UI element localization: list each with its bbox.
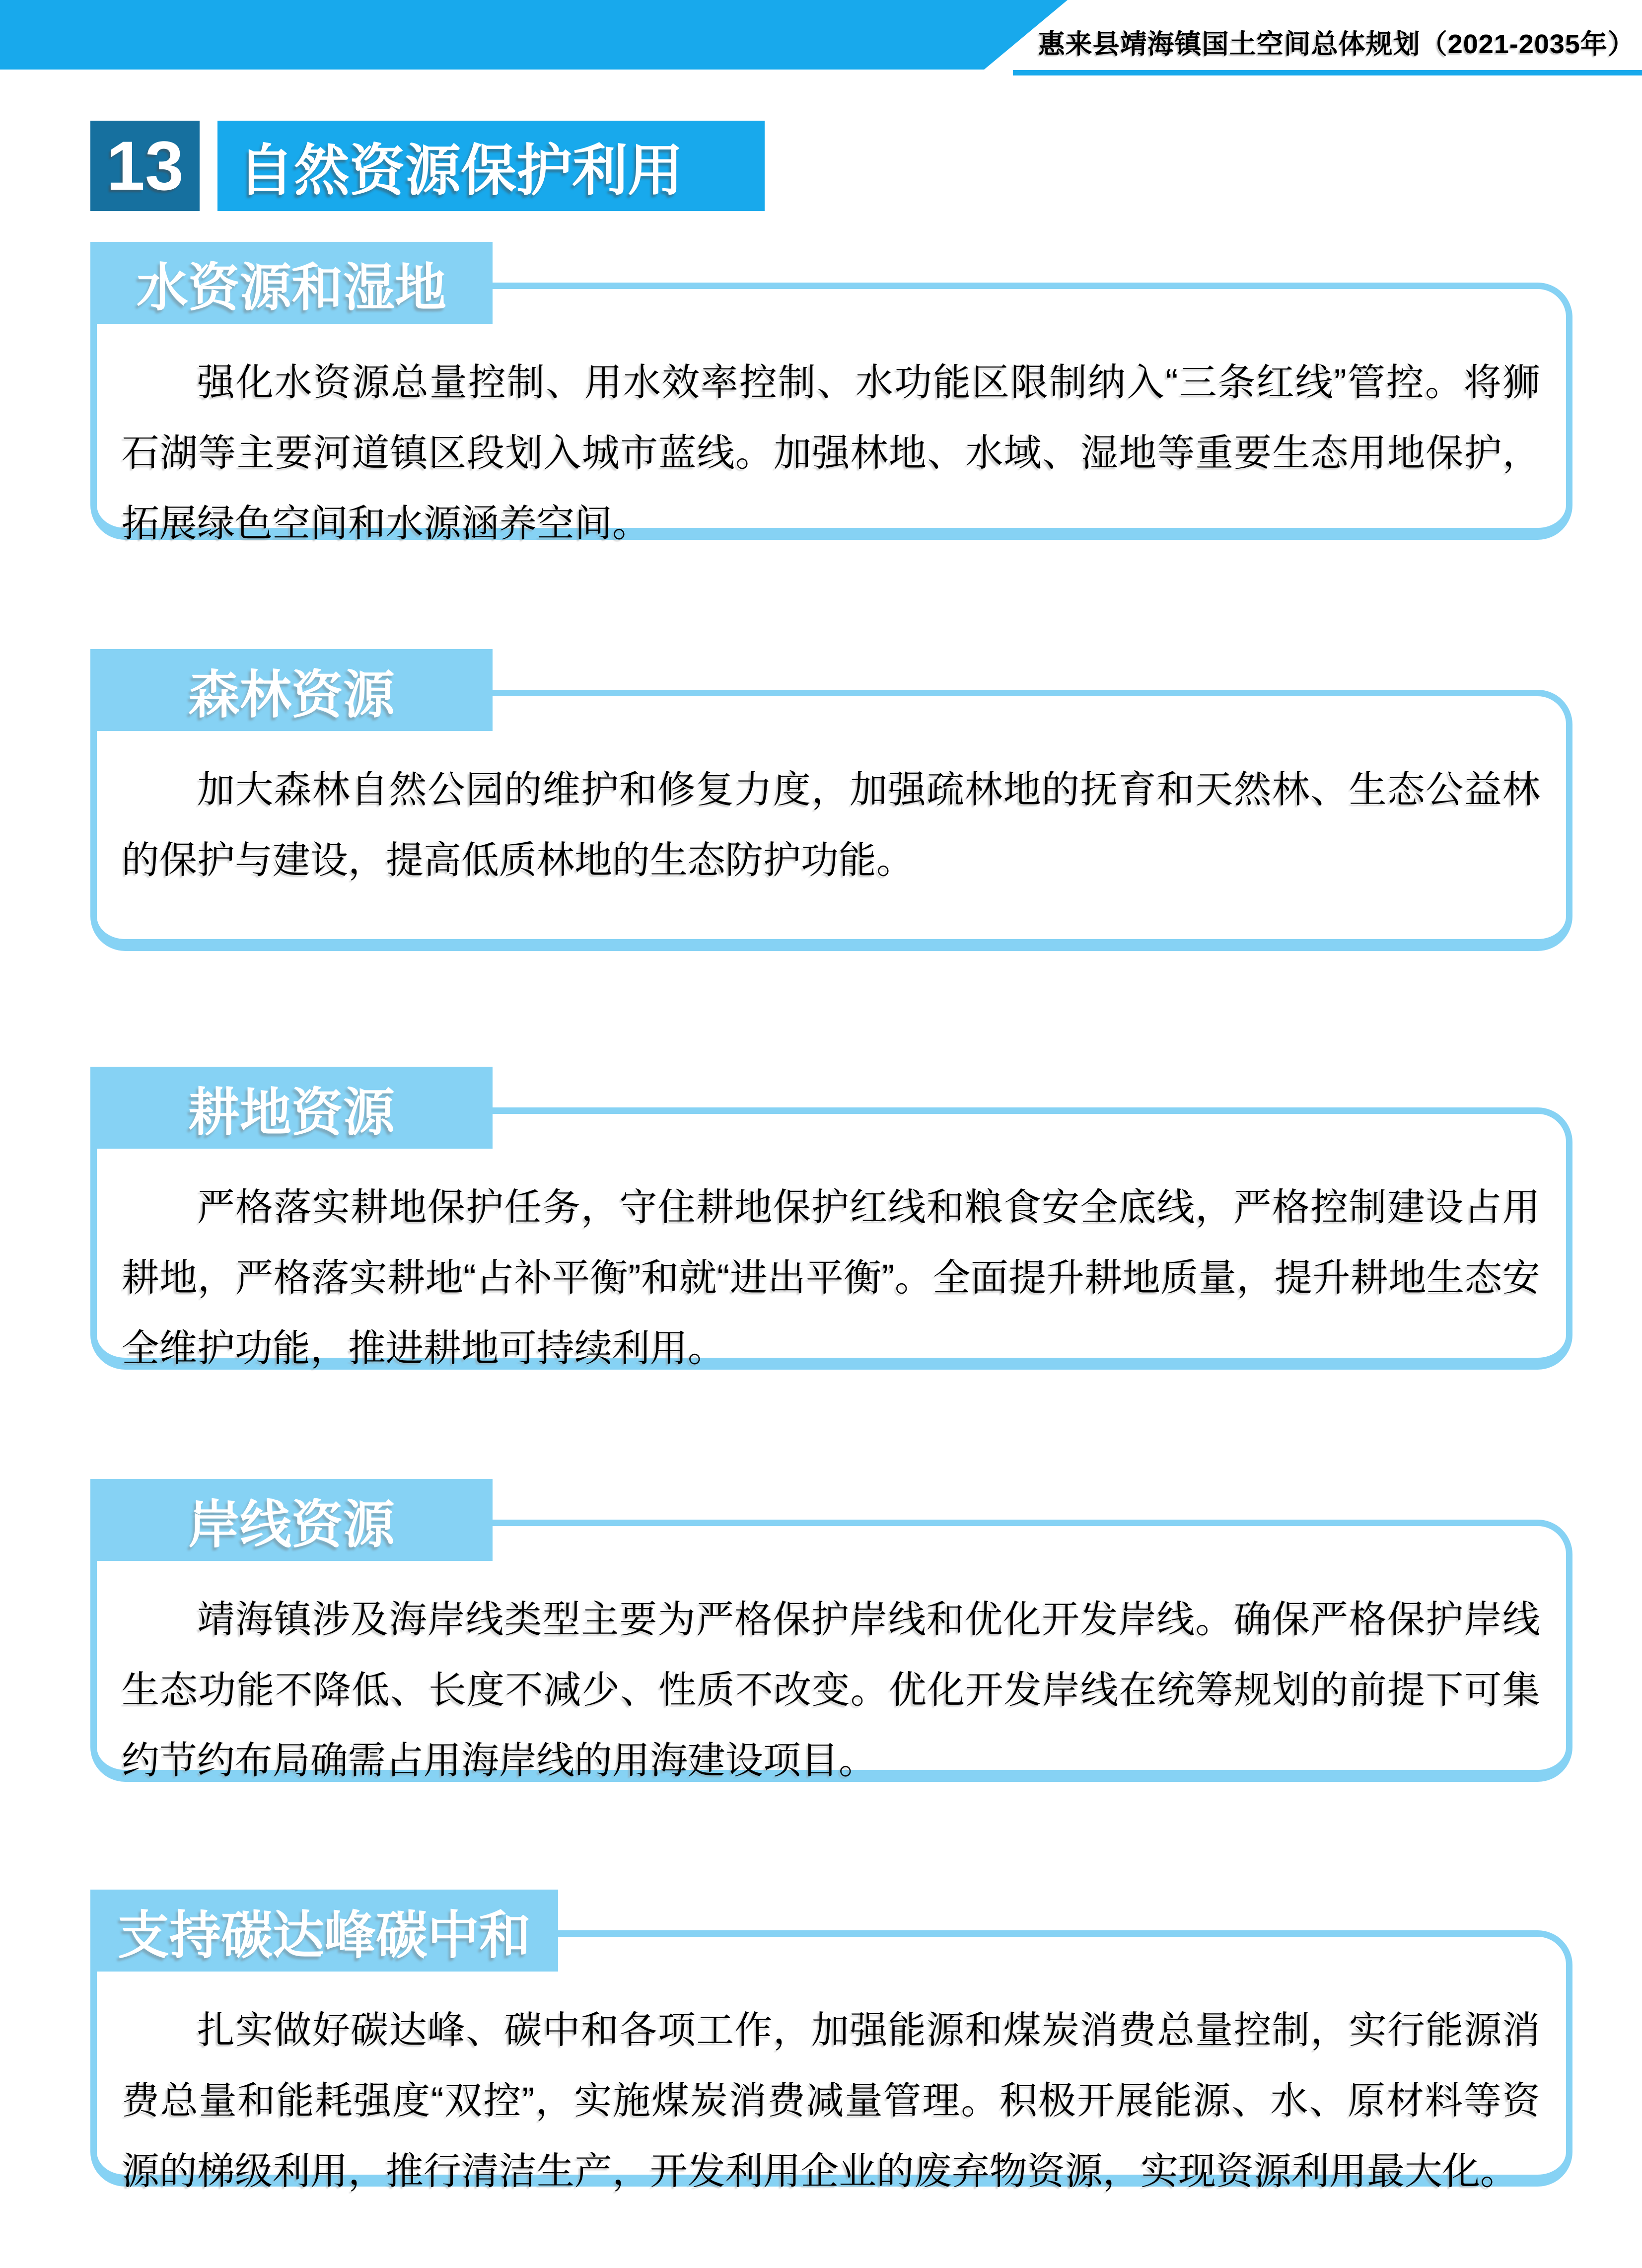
section-body-farmland: 严格落实耕地保护任务，守住耕地保护红线和粮食安全底线，严格控制建设占用耕地，严格落实耕地“占补平衡”和就“进出平衡”。全面提升耕地质量，提升耕地生态安全维护功能，推进耕地可持续利用。 (122, 1186, 1540, 1370)
chapter-heading (90, 121, 765, 211)
section-tab-shoreline: 岸线资源 (90, 1479, 493, 1561)
chapter-number: 13 (90, 121, 200, 211)
section-tab-water: 水资源和湿地 (90, 242, 493, 324)
section-tab-carbon: 支持碳达峰碳中和 (90, 1890, 558, 1972)
section-body-forest: 加大森林自然公园的维护和修复力度，加强疏林地的抚育和天然林、生态公益林的保护与建设，提高低质林地的生态防护功能。 (122, 769, 1540, 881)
section-body-carbon: 扎实做好碳达峰、碳中和各项工作，加强能源和煤炭消费总量控制，实行能源消费总量和能耗强度“双控”，实施煤炭消费减量管理。积极开展能源、水、原材料等资源的梯级利用，推行清洁生产，开发利用企业的废弃物资源，实现资源利用最大化。 (122, 2009, 1540, 2193)
title-underline (1013, 70, 1642, 75)
section-tab-forest: 森林资源 (90, 649, 493, 731)
document-title: 惠来县靖海镇国土空间总体规划（2021-2035年） (1038, 29, 1635, 59)
section-body-shoreline: 靖海镇涉及海岸线类型主要为严格保护岸线和优化开发岸线。确保严格保护岸线生态功能不降低、长度不减少、性质不改变。优化开发岸线在统筹规划的前提下可集约节约布局确需占用海岸线的用海建设项目。 (122, 1599, 1540, 1782)
section-tab-farmland: 耕地资源 (90, 1067, 493, 1149)
chapter-title: 自然资源保护利用 (217, 121, 765, 211)
top-banner (0, 0, 1068, 70)
section-body-water: 强化水资源总量控制、用水效率控制、水功能区限制纳入“三条红线”管控。将狮石湖等主要河道镇区段划入城市蓝线。加强林地、水域、湿地等重要生态用地保护，拓展绿色空间和水源涵养空间。 (122, 362, 1540, 545)
